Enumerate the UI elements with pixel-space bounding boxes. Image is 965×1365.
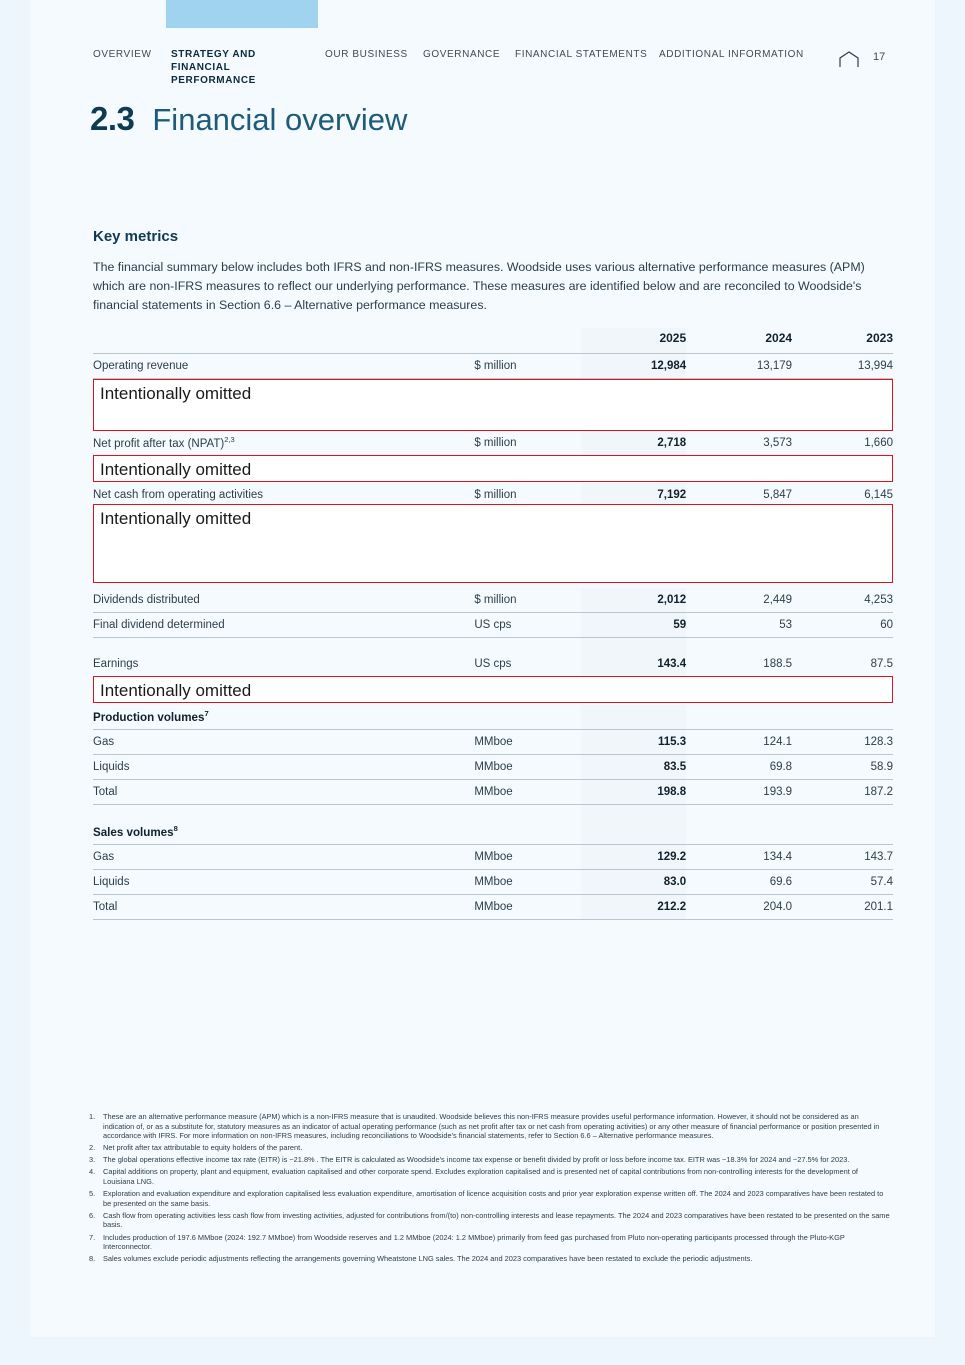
row-label: Operating revenue <box>93 353 474 378</box>
row-2023: 128.3 <box>792 730 893 755</box>
row-2023: 143.7 <box>792 844 893 869</box>
nav-label: OVERVIEW <box>93 49 152 60</box>
row-2023: 87.5 <box>792 652 893 677</box>
footnote-item <box>86 1189 891 1208</box>
footnote-number: 3. <box>89 1155 96 1165</box>
row-2025: 12,984 <box>581 353 686 378</box>
table-header-row <box>93 328 893 353</box>
row-2023: 58.9 <box>792 755 893 780</box>
row-2025: 2,012 <box>581 588 686 613</box>
footnote-item <box>86 1254 891 1264</box>
sales-heading-2024 <box>686 819 792 844</box>
row-label <box>93 431 474 456</box>
footnote-number: 6. <box>89 1210 96 1220</box>
header-2023: 2023 <box>866 330 893 345</box>
row-label: Earnings <box>93 652 474 677</box>
row-2023: 1,660 <box>792 431 893 456</box>
table-row <box>93 652 893 677</box>
row-2025: 115.3 <box>581 730 686 755</box>
footnote-number: 2. <box>89 1143 96 1153</box>
row-unit: $ million <box>474 588 581 613</box>
row-2025: 83.0 <box>581 869 686 894</box>
row-2025: 129.2 <box>581 844 686 869</box>
production-heading-2023 <box>792 705 893 730</box>
nav-label: GOVERNANCE <box>423 49 501 60</box>
table-row <box>93 780 893 805</box>
footnote-number: 4. <box>89 1167 96 1177</box>
nav-item-governance[interactable] <box>423 48 513 61</box>
footnote-item <box>86 1143 891 1153</box>
table-row <box>93 894 893 919</box>
production-volumes-superscript: 7 <box>204 709 209 719</box>
row-2024: 124.1 <box>686 730 792 755</box>
nav-label: ADDITIONAL INFORMATION <box>659 49 804 60</box>
row-2023: 6,145 <box>792 483 893 508</box>
footnote-item <box>86 1167 891 1186</box>
sales-volumes-heading-row <box>93 819 893 844</box>
footnote-number: 1. <box>89 1112 96 1121</box>
row-label: Net cash from operating activities <box>93 483 474 508</box>
row-2024: 2,449 <box>686 588 792 613</box>
nav-item-our-business[interactable] <box>325 48 417 61</box>
row-2023: 13,994 <box>792 353 893 378</box>
row-unit: MMboe <box>474 869 581 894</box>
row-2025: 2,718 <box>581 431 686 456</box>
sales-volumes-heading-text: Sales volumes <box>93 825 174 839</box>
footnote-number: 7. <box>89 1232 96 1242</box>
row-label: Liquids <box>93 869 474 894</box>
row-unit: MMboe <box>474 730 581 755</box>
row-2025: 198.8 <box>581 780 686 805</box>
nav-item-strategy-and-financial-performance[interactable] <box>171 48 311 87</box>
key-metrics-heading: Key metrics <box>93 228 179 245</box>
row-label-superscript: 2,3 <box>224 435 235 445</box>
nav-item-additional-information[interactable] <box>659 48 829 61</box>
row-2024: 134.4 <box>686 844 792 869</box>
row-unit: $ million <box>474 431 581 456</box>
omitted-block: Intentionally omitted <box>93 455 893 482</box>
section-navigation <box>93 48 893 86</box>
row-2024: 13,179 <box>686 353 792 378</box>
row-unit: MMboe <box>474 844 581 869</box>
table-row <box>93 431 893 456</box>
table-row <box>93 869 893 894</box>
footnote-text: Cash flow from operating activities less cash flow from investing activities, adjusted for contributions from/(to) non-controlling interests and lease repayments. The 2024 and 2023 comparatives have been restated to be presented on the same basis. <box>103 1210 890 1230</box>
header-2025: 2025 <box>581 328 686 353</box>
sales-heading-2023 <box>792 819 893 844</box>
row-2025: 59 <box>581 613 686 638</box>
row-label: Gas <box>93 844 474 869</box>
sales-heading-2025 <box>581 819 686 844</box>
row-label: Total <box>93 894 474 919</box>
nav-item-overview[interactable] <box>93 48 163 61</box>
row-unit: MMboe <box>474 894 581 919</box>
row-2024: 5,847 <box>686 483 792 508</box>
row-label-text: Net profit after tax (NPAT) <box>93 438 225 451</box>
row-label: Dividends distributed <box>93 588 474 613</box>
row-2024: 53 <box>686 613 792 638</box>
row-2024: 69.8 <box>686 755 792 780</box>
nav-label: FINANCIAL STATEMENTS <box>515 49 648 60</box>
row-2023: 4,253 <box>792 588 893 613</box>
section-tab-marker <box>166 0 318 28</box>
page-title-text: Financial overview <box>152 102 408 137</box>
footnote-item <box>86 1155 891 1165</box>
row-2025: 212.2 <box>581 894 686 919</box>
footnote-text: The global operations effective income tax rate (EITR) is ~21.8% . The EITR is calculated as Woodside's income tax expense or benefit divided by profit or loss before income tax. EITR was ~18.3% for 2024 and ~27.5% for 2023. <box>103 1155 850 1165</box>
footnotes <box>86 1112 891 1266</box>
nav-label: STRATEGY AND FINANCIAL PERFORMANCE <box>171 49 256 86</box>
footnote-text: These are an alternative performance measure (APM) which is a non-IFRS measure that is unaudited. Woodside believes this non-IFRS measure provides useful performance information. However, it should not be considered as an indication of, or as a substitute for, statutory measures as an indicator of actual operating performance (such as net profit after tax or net cash from operating activities) or any other measure of financial performance or position presented in accordance with IFRS. For more information on non-IFRS measures, including reconciliations to Woodside's financial statements, refer to Section 6.6 – Alternative performance measures. <box>103 1112 880 1141</box>
header-unit <box>474 328 581 353</box>
row-2024: 69.6 <box>686 869 792 894</box>
row-unit: US cps <box>474 613 581 638</box>
footnote-text: Net profit after tax attributable to equity holders of the parent. <box>103 1143 303 1153</box>
row-2023: 187.2 <box>792 780 893 805</box>
table-row <box>93 844 893 869</box>
sales-heading-unit <box>474 819 581 844</box>
production-volumes-heading <box>93 705 474 730</box>
row-2023: 201.1 <box>792 894 893 919</box>
table-row <box>93 353 893 378</box>
table-row <box>93 730 893 755</box>
row-2023: 60 <box>792 613 893 638</box>
nav-item-financial-statements[interactable] <box>515 48 660 61</box>
row-2024: 188.5 <box>686 652 792 677</box>
production-volumes-heading-row <box>93 705 893 730</box>
header-label <box>93 328 474 353</box>
production-heading-2025 <box>581 705 686 730</box>
row-unit: $ million <box>474 483 581 508</box>
table-spacer <box>93 805 893 820</box>
row-unit: MMboe <box>474 780 581 805</box>
table-spacer <box>93 638 893 653</box>
row-2023: 57.4 <box>792 869 893 894</box>
key-metrics-intro: The financial summary below includes both IFRS and non-IFRS measures. Woodside uses various alternative performance measures (APM) which are non-IFRS measures to reflect our underlying performance. These measures are identified below and are reconciled to Woodside's financial statements in Section 6.6 – Alternative performance measures. <box>93 260 865 312</box>
footnote-text: Exploration and evaluation expenditure and exploration capitalised less evaluation expenditure, amortisation of licence acquisition costs and prior year exploration expense written off. The 2024 and 2023 comparatives have been restated to be presented on the same basis. <box>103 1189 884 1208</box>
footnote-text: Includes production of 197.6 MMboe (2024: 192.7 MMboe) from Woodside reserves and 1.2 MMboe (2024: 1.2 MMboe) primarily from feed gas purchased from Pluto non-operating participants processed through the Pluto-KGP Interconnector. <box>103 1232 845 1252</box>
omitted-block: Intentionally omitted <box>93 676 893 703</box>
production-heading-2024 <box>686 705 792 730</box>
row-label: Total <box>93 780 474 805</box>
row-2025: 143.4 <box>581 652 686 677</box>
footnote-text: Sales volumes exclude periodic adjustments reflecting the arrangements governing Wheatstone LNG sales. The 2024 and 2023 comparatives have been restated to exclude the periodic adjustments. <box>103 1254 753 1264</box>
table-row <box>93 755 893 780</box>
sales-volumes-heading <box>93 819 474 844</box>
footnote-item <box>86 1233 891 1252</box>
table-row <box>93 588 893 613</box>
row-2025: 7,192 <box>581 483 686 508</box>
page-number: 17 <box>873 51 886 63</box>
header-2024: 2024 <box>765 330 793 345</box>
sales-volumes-superscript: 8 <box>173 823 178 833</box>
production-volumes-heading-text: Production volumes <box>93 711 205 725</box>
home-icon[interactable] <box>838 50 858 66</box>
row-2024: 3,573 <box>686 431 792 456</box>
page-title <box>90 100 407 138</box>
nav-label: OUR BUSINESS <box>325 49 408 60</box>
footnote-text: Capital additions on property, plant and equipment, evaluation capitalised and other corporate spend. Excludes exploration capitalised and is presented net of capital contributions from non-controlling interests for the development of Louisiana LNG. <box>103 1167 858 1187</box>
footnote-number: 8. <box>89 1254 96 1264</box>
row-unit: MMboe <box>474 755 581 780</box>
row-label: Gas <box>93 730 474 755</box>
row-label: Liquids <box>93 755 474 780</box>
row-unit: US cps <box>474 652 581 677</box>
row-label: Final dividend determined <box>93 613 474 638</box>
footnote-number: 5. <box>89 1189 96 1199</box>
row-2024: 193.9 <box>686 780 792 805</box>
omitted-block: Intentionally omitted <box>93 504 893 583</box>
production-heading-unit <box>474 705 581 730</box>
row-2025: 83.5 <box>581 755 686 780</box>
row-unit: $ million <box>474 353 581 378</box>
footnote-item <box>86 1211 891 1230</box>
omitted-block: Intentionally omitted <box>93 379 893 431</box>
page-title-number: 2.3 <box>90 100 135 137</box>
footnote-item <box>86 1112 891 1141</box>
table-row <box>93 613 893 638</box>
row-2024: 204.0 <box>686 894 792 919</box>
